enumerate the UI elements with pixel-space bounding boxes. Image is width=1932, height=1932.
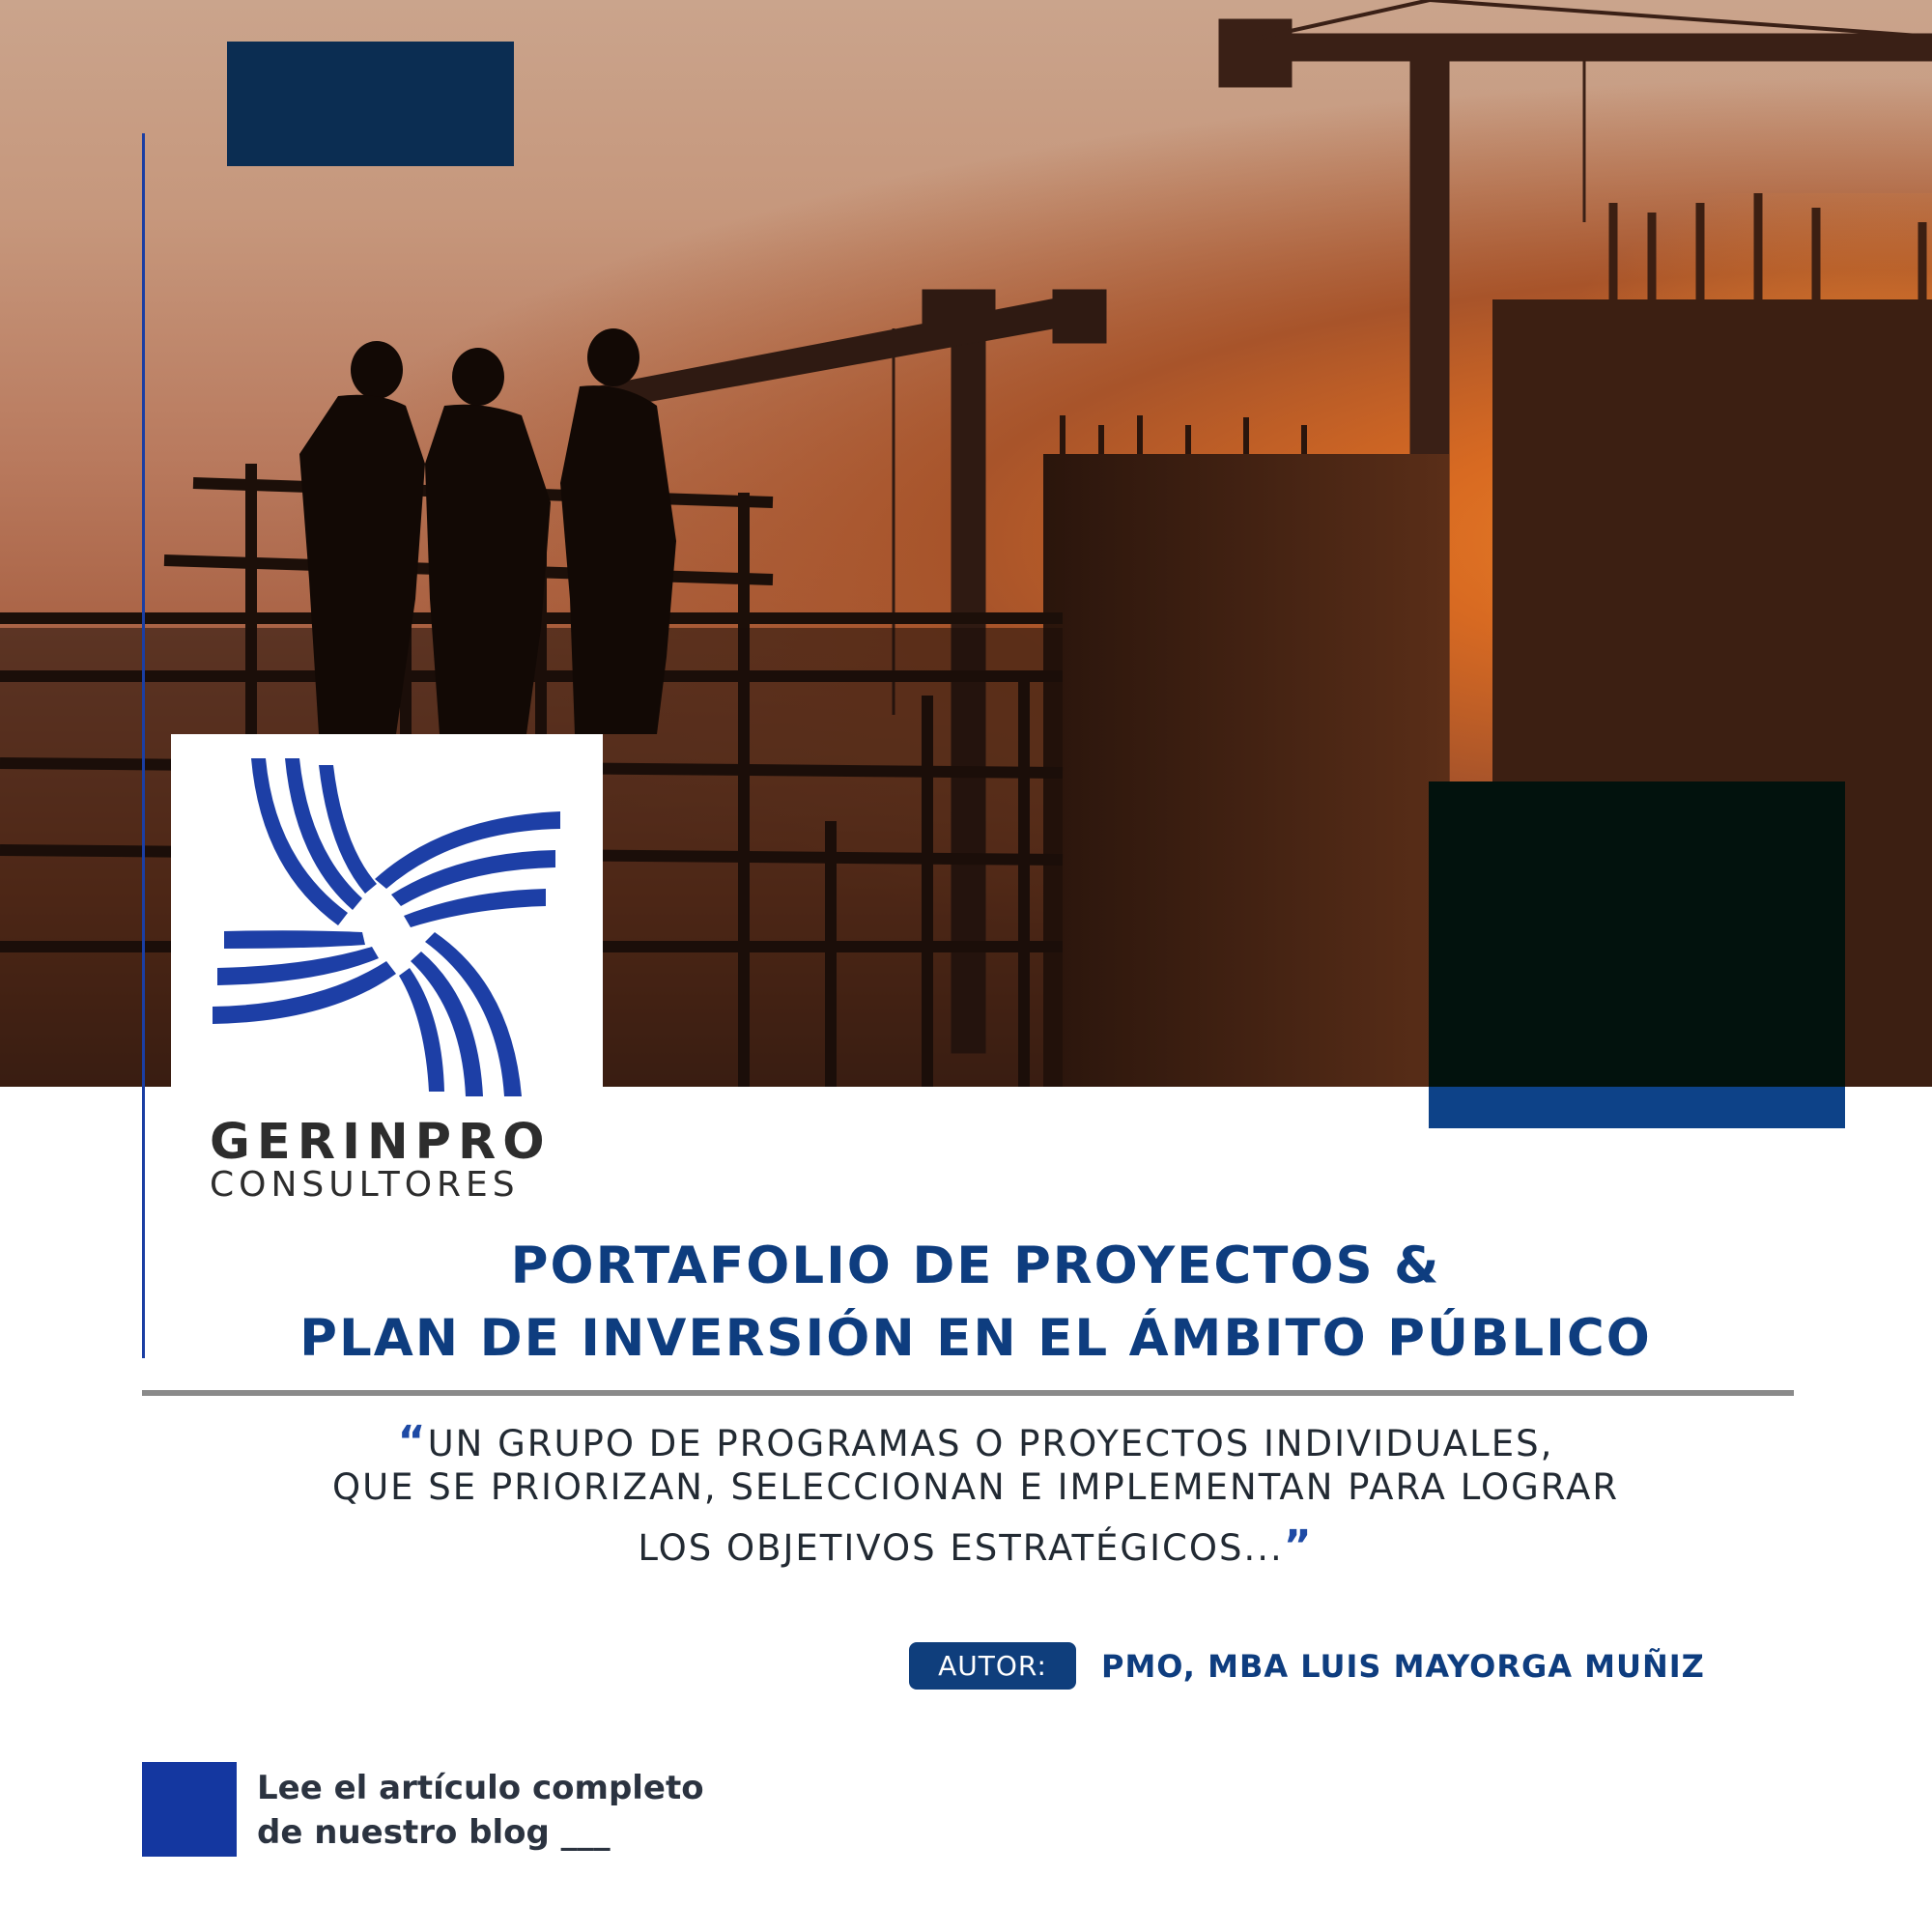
quote-text-3: LOS OBJETIVOS ESTRATÉGICOS... (638, 1527, 1284, 1569)
brand-subtitle: CONSULTORES (210, 1165, 520, 1205)
decorative-dark-block (1429, 781, 1845, 1087)
quote-text-1: UN GRUPO DE PROGRAMAS O PROYECTOS INDIVIDUALES, (427, 1423, 1554, 1464)
author-label-badge: AUTOR: (909, 1642, 1076, 1690)
blog-link-line-1: Lee el artículo completo (257, 1769, 704, 1807)
quote-line-1 (164, 1417, 1787, 1466)
brand-logo (171, 734, 603, 1229)
brand-name: GERINPRO (210, 1114, 552, 1171)
swirl-logo-icon (203, 744, 570, 1111)
title-divider (142, 1390, 1794, 1396)
blog-link-text[interactable] (257, 1766, 759, 1855)
author-name: PMO, MBA LUIS MAYORGA MUÑIZ (1101, 1648, 1705, 1685)
page-title-line-2: PLAN DE INVERSIÓN EN EL ÁMBITO PÚBLICO (299, 1309, 1652, 1368)
decorative-blue-strip (1429, 1087, 1845, 1128)
open-quote-mark: “ (397, 1417, 428, 1466)
blog-link-square[interactable] (142, 1762, 237, 1857)
quote-line-2: QUE SE PRIORIZAN, SELECCIONAN E IMPLEMENTAN PARA LOGRAR (331, 1466, 1620, 1508)
decorative-navy-block (227, 42, 514, 166)
decorative-vertical-rule (142, 133, 145, 1358)
blog-link-line-2: de nuestro blog ___ (257, 1813, 611, 1852)
page-title-line-1: PORTAFOLIO DE PROYECTOS & (510, 1236, 1441, 1295)
quote-line-3 (164, 1521, 1787, 1571)
close-quote-mark: ” (1283, 1521, 1314, 1571)
